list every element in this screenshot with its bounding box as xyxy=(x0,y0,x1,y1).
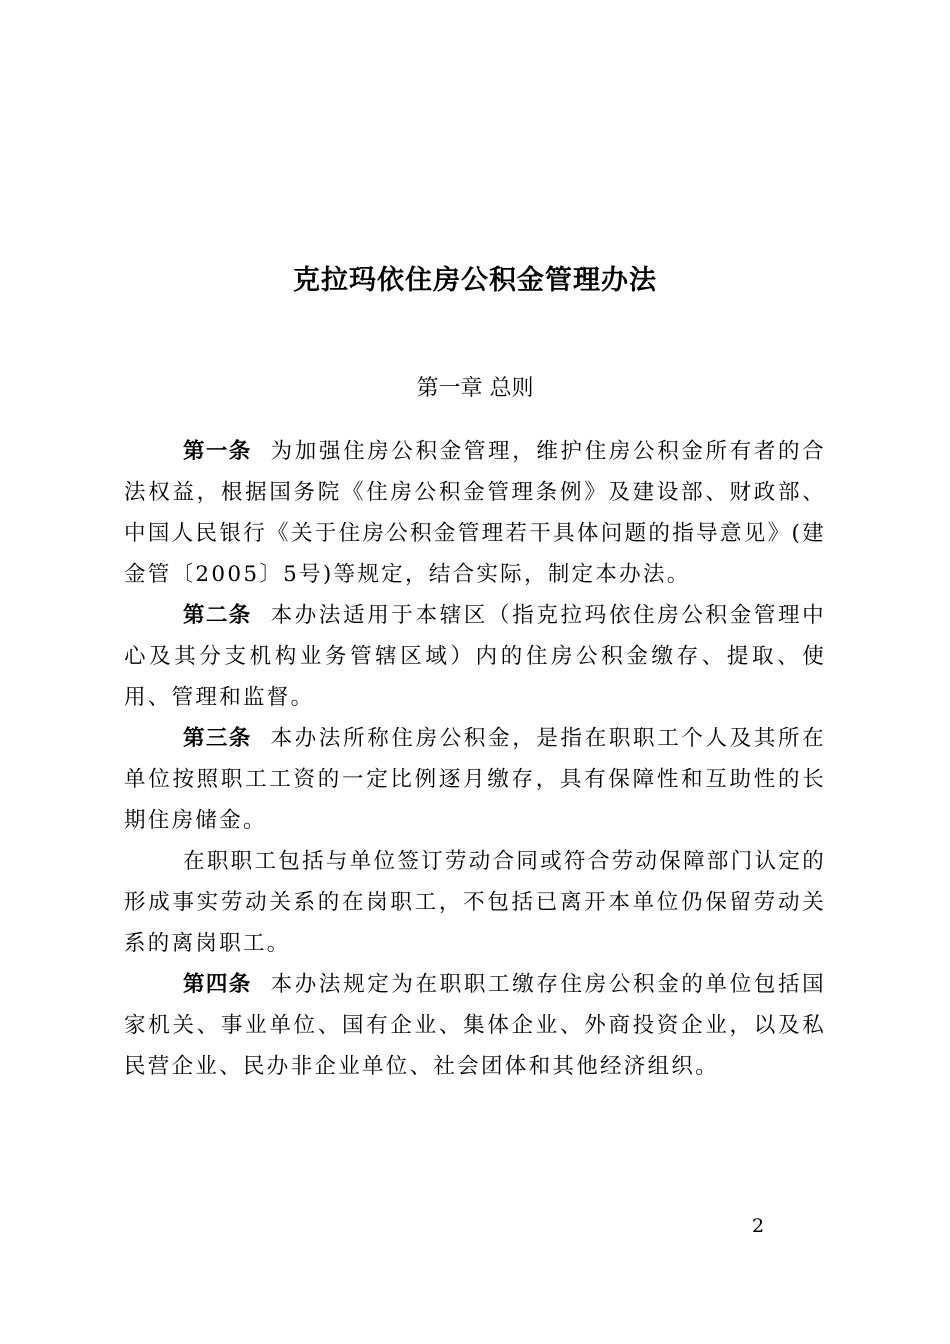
article-4 xyxy=(124,964,826,1087)
article-text: 在职职工包括与单位签订劳动合同或符合劳动保障部门认定的形成事实劳动关系的在岗职工，不包括已离开本单位仍保留劳动关系的离岗职工。 xyxy=(124,849,826,956)
article-label: 第三条 xyxy=(183,726,252,751)
article-1 xyxy=(124,431,826,595)
article-label: 第一条 xyxy=(183,439,252,464)
article-text: 本办法适用于本辖区（指克拉玛依住房公积金管理中心及其分支机构业务管辖区域）内的住房公积金缴存、提取、使用、管理和监督。 xyxy=(124,603,826,710)
article-text: 本办法所称住房公积金，是指在职职工个人及其所在单位按照职工工资的一定比例逐月缴存，具有保障性和互助性的长期住房储金。 xyxy=(124,726,826,833)
article-3 xyxy=(124,718,826,841)
chapter-heading: 第一章 总则 xyxy=(416,376,534,401)
article-label: 第二条 xyxy=(183,603,252,628)
article-text: 为加强住房公积金管理，维护住房公积金所有者的合法权益，根据国务院《住房公积金管理条例》及建设部、财政部、中国人民银行《关于住房公积金管理若干具体问题的指导意见》(建金管〔2005〕5号)等规定，结合实际，制定本办法。 xyxy=(124,439,826,587)
article-text: 本办法规定为在职职工缴存住房公积金的单位包括国家机关、事业单位、国有企业、集体企业、外商投资企业，以及私民营企业、民办非企业单位、社会团体和其他经济组织。 xyxy=(124,972,826,1079)
document-body xyxy=(124,431,826,1087)
page-number: 2 xyxy=(752,1215,765,1237)
article-label: 第四条 xyxy=(183,972,252,997)
article-3-continued xyxy=(124,841,826,964)
article-2 xyxy=(124,595,826,718)
document-title: 克拉玛依住房公积金管理办法 xyxy=(293,265,657,296)
